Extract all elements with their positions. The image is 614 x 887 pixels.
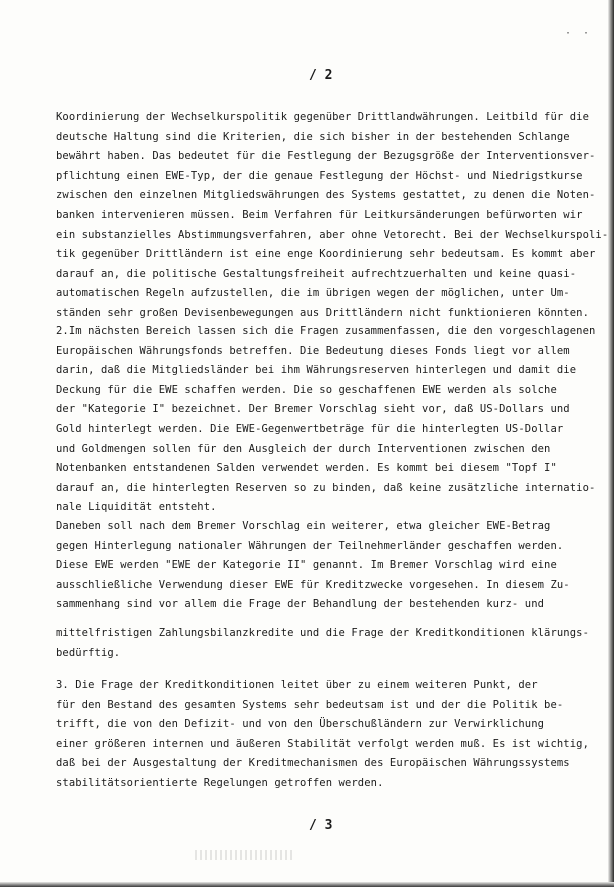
text-line: stabilitätsorientierte Regelungen getroffen werden. (56, 776, 384, 789)
text-line: deutsche Haltung sind die Kriterien, die sich bisher in der bestehenden Schlange (56, 130, 570, 143)
text-line: daß bei der Ausgestaltung der Kreditmechanismen des Europäischen Währungssystems (56, 757, 570, 770)
text-line: Gold hinterlegt werden. Die EWE-Gegenwertbeträge für die hinterlegten US-Dollar (56, 422, 564, 435)
text-line: Daneben soll nach dem Bremer Vorschlag ein weiterer, etwa gleicher EWE-Betrag (56, 520, 551, 532)
scan-smudge (195, 850, 295, 860)
paragraph-4 (56, 624, 589, 663)
paragraph-3 (56, 517, 570, 615)
text-line: bewährt haben. Das bedeutet für die Festlegung der Bezugsgröße der Interventionsver- (56, 150, 596, 163)
scan-edge-bottom (0, 882, 614, 887)
text-line: 2.Im nächsten Bereich lassen sich die Fragen zusammenfassen, die den vorgeschlagenen (56, 325, 596, 337)
text-line: darauf an, die politische Gestaltungsfreiheit aufrechtzuerhalten und keine quasi- (56, 267, 577, 280)
text-line: der "Kategorie I" bezeichnet. Der Bremer Vorschlag sieht vor, daß US-Dollars und (56, 403, 570, 416)
text-line: pflichtung einen EWE-Typ, der die genaue Festlegung der Höchst- und Niedrigstkurse (56, 169, 583, 182)
text-line: banken intervenieren müssen. Beim Verfahren für Leitkursänderungen befürworten wir (56, 208, 583, 221)
text-line: darin, daß die Mitgliedsländer bei ihm Währungsreserven hinterlegen und damit die (56, 364, 577, 377)
text-line: trifft, die von den Defizit- und von den Überschußländern zur Verwirklichung (56, 718, 545, 731)
text-line: für den Bestand des gesamten Systems sehr bedeutsam ist und der die Politik be- (56, 698, 564, 711)
page-marker-bottom: / 3 (309, 818, 333, 833)
text-line: ständen sehr großen Devisenbewegungen aus Drittländern nicht funktionieren könnten. (56, 306, 589, 319)
text-line: einer größeren internen und äußeren Stabilität verfolgt werden muß. Es ist wichtig, (56, 737, 589, 750)
text-line: Notenbanken entstandenen Salden verwendet werden. Es kommt bei diesem "Topf I" (56, 462, 557, 475)
text-line: gegen Hinterlegung nationaler Währungen der Teilnehmerländer geschaffen werden. (56, 539, 564, 552)
page-marker-top: / 2 (309, 68, 333, 83)
paragraph-5 (56, 676, 589, 794)
text-line: sammenhang sind vor allem die Frage der Behandlung der bestehenden kurz- und (56, 598, 545, 611)
text-line: zwischen den einzelnen Mitgliedswährungen des Systems gestattet, zu denen die Noten- (56, 189, 596, 202)
paragraph-2 (56, 322, 596, 518)
text-line: Europäischen Währungsfonds betreffen. Die Bedeutung dieses Fonds liegt vor allem (56, 344, 570, 357)
paragraph-1 (56, 108, 609, 324)
text-line: nale Liquidität entsteht. (56, 501, 217, 514)
scan-edge-right (608, 0, 614, 887)
text-line: mittelfristigen Zahlungsbilanzkredite und die Frage der Kreditkonditionen klärungs- (56, 627, 589, 639)
text-line: Koordinierung der Wechselkurspolitik gegenüber Drittlandwährungen. Leitbild für die (56, 111, 589, 123)
corner-marks: · · (564, 28, 592, 39)
text-line: ein substanzielles Abstimmungsverfahren, aber ohne Vetorecht. Bei der Wechselkurspoli- (56, 228, 609, 241)
text-line: ausschließliche Verwendung dieser EWE für Kreditzwecke vorgesehen. In diesem Zu- (56, 578, 570, 591)
text-line: darauf an, die hinterlegten Reserven so zu binden, daß keine zusätzliche internatio- (56, 481, 596, 494)
text-line: Diese EWE werden "EWE der Kategorie II" genannt. Im Bremer Vorschlag wird eine (56, 559, 557, 572)
text-line: bedürftig. (56, 646, 121, 659)
text-line: tik gegenüber Drittländern ist eine enge Koordinierung sehr bedeutsam. Es kommt aber (56, 248, 596, 261)
text-line: 3. Die Frage der Kreditkonditionen leitet über zu einem weiteren Punkt, der (56, 679, 538, 691)
text-line: automatischen Regeln aufzustellen, die im übrigen wegen der möglichen, unter Um- (56, 287, 570, 300)
text-line: und Goldmengen sollen für den Ausgleich der durch Interventionen zwischen den (56, 442, 551, 455)
text-line: Deckung für die EWE schaffen werden. Die so geschaffenen EWE werden als solche (56, 383, 557, 396)
